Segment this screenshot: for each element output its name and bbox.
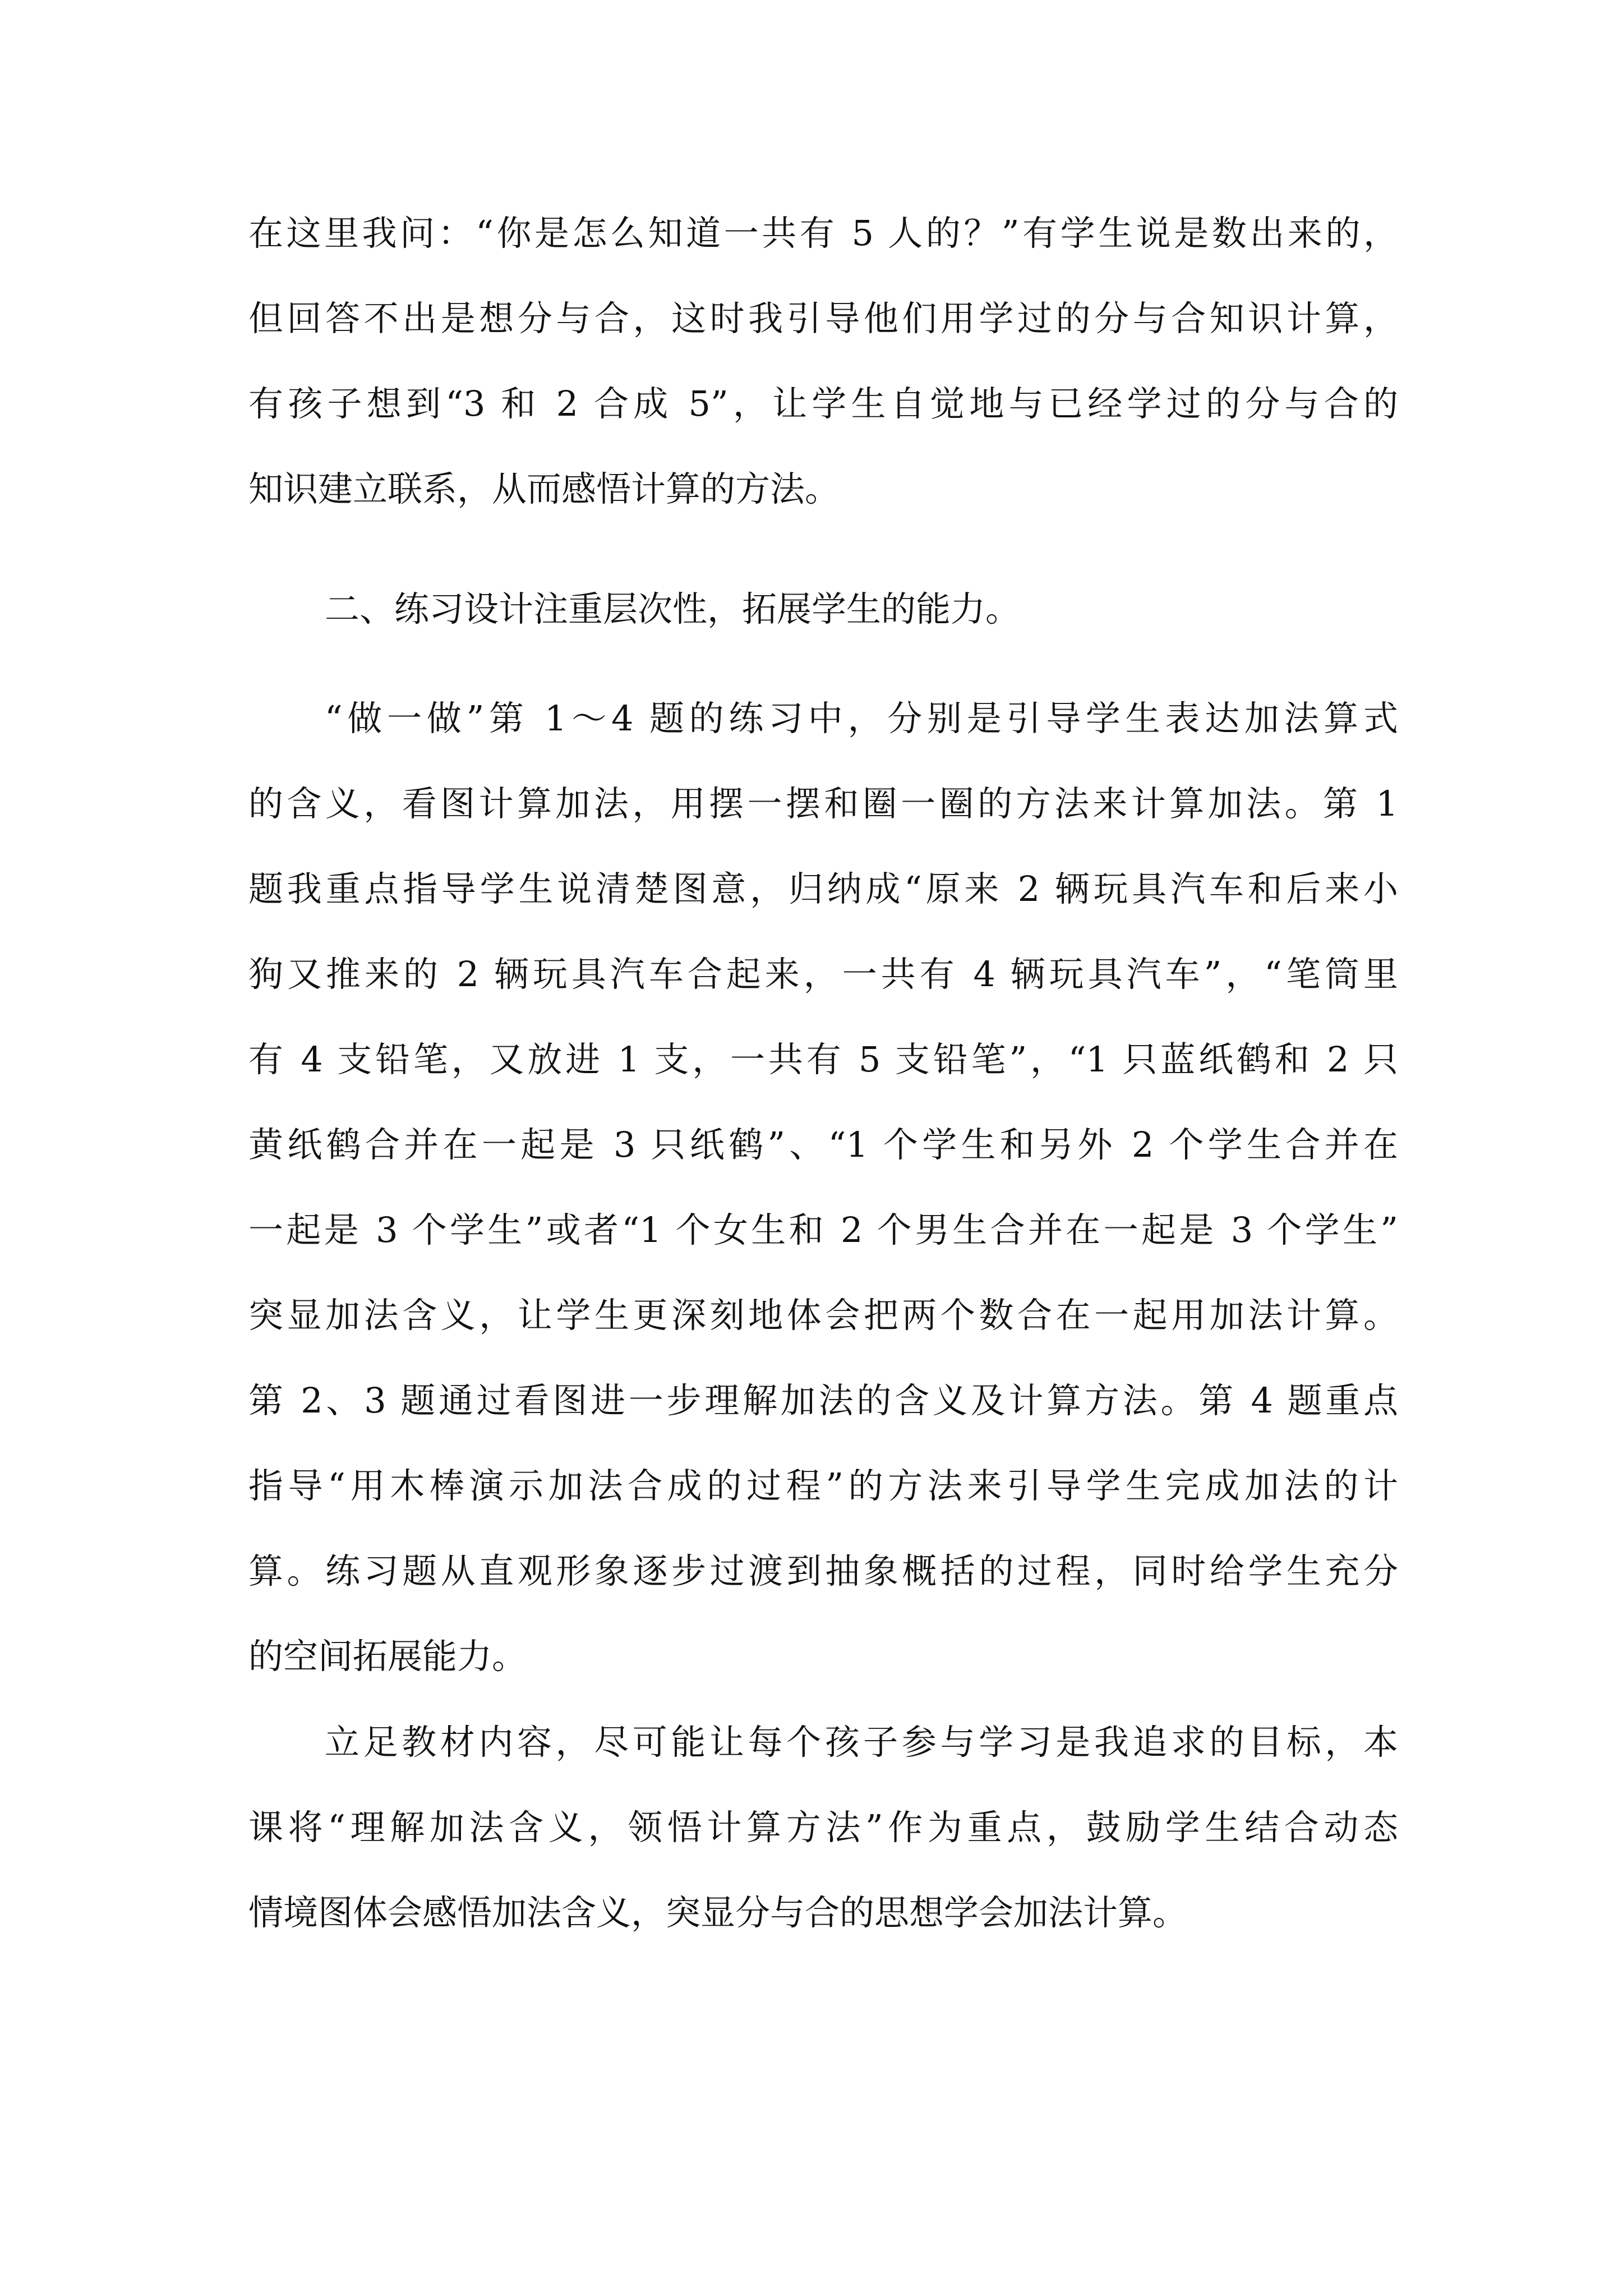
paragraph-line: 有 4 支铅笔，又放进 1 支，一共有 5 支铅笔”，“1 只蓝纸鹤和 2 只 (248, 1039, 1398, 1080)
paragraph-line: 黄纸鹤合并在一起是 3 只纸鹤”、“1 个学生和另外 2 个学生合并在 (248, 1124, 1398, 1165)
paragraph-line: “做一做”第 1～4 题的练习中，分别是引导学生表达加法算式 (325, 698, 1398, 739)
paragraph-line: 算。练习题从直观形象逐步过渡到抽象概括的过程，同时给学生充分 (248, 1550, 1398, 1591)
paragraph-line: 的含义，看图计算加法，用摆一摆和圈一圈的方法来计算加法。第 1 (248, 783, 1398, 824)
paragraph-line: 第 2、3 题通过看图进一步理解加法的含义及计算方法。第 4 题重点 (248, 1380, 1398, 1421)
paragraph-1 (248, 191, 1398, 532)
section-heading (248, 567, 1398, 652)
paragraph-line: 课将“理解加法含义，领悟计算方法”作为重点，鼓励学生结合动态 (248, 1807, 1398, 1848)
paragraph-line: 突显加法含义，让学生更深刻地体会把两个数合在一起用加法计算。 (248, 1295, 1398, 1336)
paragraph-line: 指导“用木棒演示加法合成的过程”的方法来引导学生完成加法的计 (248, 1465, 1398, 1506)
paragraph-line: 在这里我问：“你是怎么知道一共有 5 人的？”有学生说是数出来的， (248, 213, 1398, 254)
paragraph-line: 狗又推来的 2 辆玩具汽车合起来，一共有 4 辆玩具汽车”，“笔筒里 (248, 954, 1398, 995)
paragraph-line: 知识建立联系，从而感悟计算的方法。 (248, 468, 840, 509)
paragraph-line: 但回答不出是想分与合，这时我引导他们用学过的分与合知识计算， (248, 298, 1398, 339)
paragraph-3 (248, 676, 1398, 1699)
paragraph-line: 立足教材内容，尽可能让每个孩子参与学习是我追求的目标，本 (325, 1722, 1398, 1763)
paragraph-line: 一起是 3 个学生”或者“1 个女生和 2 个男生合并在一起是 3 个学生” (248, 1209, 1398, 1250)
paragraph-line: 题我重点指导学生说清楚图意，归纳成“原来 2 辆玩具汽车和后来小 (248, 868, 1398, 909)
paragraph-4 (248, 1700, 1398, 1955)
section-heading-text: 二、练习设计注重层次性，拓展学生的能力。 (325, 588, 1021, 629)
paragraph-line: 有孩子想到“3 和 2 合成 5”，让学生自觉地与已经学过的分与合的 (248, 383, 1398, 424)
paragraph-line: 的空间拓展能力。 (248, 1636, 527, 1677)
paragraph-line: 情境图体会感悟加法含义，突显分与合的思想学会加法计算。 (248, 1892, 1188, 1933)
